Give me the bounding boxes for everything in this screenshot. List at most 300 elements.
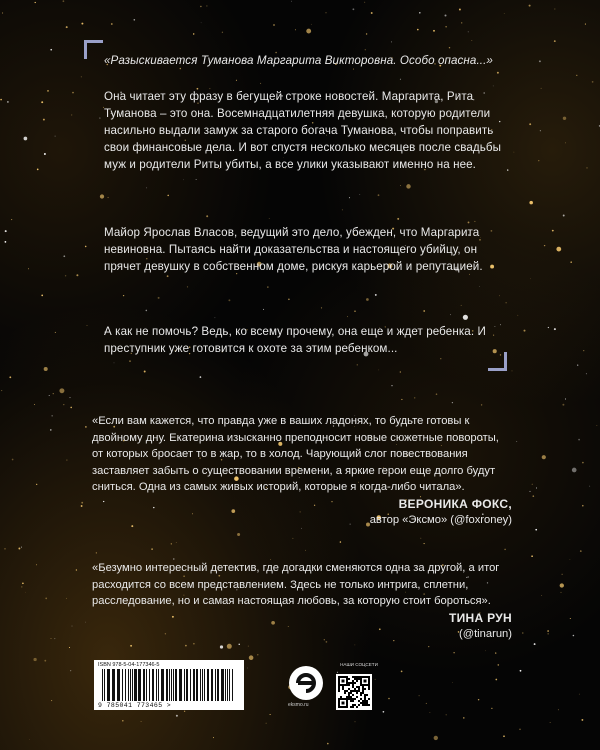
review-1 xyxy=(92,413,512,529)
star xyxy=(544,245,545,246)
qr-module xyxy=(344,690,346,692)
qr-module xyxy=(354,704,356,706)
qr-module xyxy=(342,702,345,705)
barcode-bar xyxy=(204,669,205,701)
qr-module xyxy=(352,684,354,686)
star xyxy=(581,719,583,721)
qr-module xyxy=(350,696,352,698)
star xyxy=(538,160,539,161)
star xyxy=(463,717,465,719)
barcode-bar xyxy=(138,669,141,701)
star xyxy=(354,311,355,312)
star xyxy=(18,548,20,550)
qr-module xyxy=(350,700,352,702)
qr-module xyxy=(358,704,360,706)
star xyxy=(45,598,47,600)
star xyxy=(47,90,49,92)
star xyxy=(531,555,533,557)
star xyxy=(400,79,401,80)
star xyxy=(445,26,446,27)
star xyxy=(81,502,83,504)
star xyxy=(55,332,56,333)
star xyxy=(50,429,52,431)
qr-module xyxy=(348,696,350,698)
star xyxy=(51,638,52,639)
star xyxy=(378,370,379,371)
barcode-bars xyxy=(102,669,236,701)
star xyxy=(589,486,590,487)
star xyxy=(25,592,26,593)
barcode-bar xyxy=(200,669,201,701)
star xyxy=(419,695,420,696)
barcode-bar xyxy=(217,669,219,701)
star xyxy=(481,404,482,405)
barcode-bar xyxy=(152,669,154,701)
qr-module xyxy=(354,688,356,690)
star xyxy=(436,393,438,395)
qr-code xyxy=(336,674,372,710)
blurb-paragraph-1-text: Она читает эту фразу в бегущей строке новостей. Маргарита, Рита Туманова – это она. Восемнадцатилетняя девушка, которую родители насильно выдали замуж за старого богача Туманова, чтобы поправить свои финансовые дела. И вот спустя несколько месяцев после свадьбы муж и родители Риты убиты, а все улики указывают именно на нее. xyxy=(104,90,502,171)
qr-module xyxy=(356,692,358,694)
star xyxy=(352,8,354,10)
star xyxy=(72,626,73,627)
barcode-bar xyxy=(161,669,164,701)
star xyxy=(495,679,497,681)
barcode-bar xyxy=(166,669,168,701)
star xyxy=(580,550,582,552)
star xyxy=(227,644,232,649)
qr-module xyxy=(356,678,358,680)
star xyxy=(247,668,248,669)
review-1-text: «Если вам кажется, что правда уже в ваших ладонях, то будьте готовы к двойному дну. Екатерина изысканно преподносит новые сюжетные повороты, от которых бросает то в жар, то в холод. Чарующий слог повествования заставляет забыть о существовании времени, а яркие герои еще долго будут сниться. Одна из самых живых историй, которые я когда-либо читала». xyxy=(92,415,499,493)
star xyxy=(400,371,401,372)
star xyxy=(44,367,48,371)
star xyxy=(563,215,565,217)
star xyxy=(485,650,486,651)
qr-module xyxy=(338,686,340,688)
star xyxy=(503,735,505,737)
barcode-bar xyxy=(112,669,115,701)
star xyxy=(176,715,178,717)
star xyxy=(158,297,160,299)
qr-module xyxy=(364,698,366,700)
star xyxy=(146,310,148,312)
star xyxy=(263,309,264,310)
star xyxy=(5,241,7,243)
star xyxy=(463,315,468,320)
star xyxy=(66,26,68,28)
star xyxy=(65,275,66,276)
star xyxy=(587,167,588,168)
qr-module xyxy=(364,700,366,702)
barcode-bar xyxy=(158,669,159,701)
barcode-bar xyxy=(227,669,228,701)
qr-module xyxy=(352,682,354,684)
star xyxy=(200,376,202,378)
star xyxy=(81,23,83,25)
qr-module xyxy=(362,704,364,706)
star xyxy=(426,703,427,704)
star xyxy=(63,255,65,257)
star xyxy=(21,547,22,548)
qr-module xyxy=(356,680,358,682)
star xyxy=(291,1,292,2)
star xyxy=(471,40,472,41)
barcode-bar xyxy=(193,669,195,701)
star xyxy=(1,390,2,391)
barcode-number: 9 785041 773465 > xyxy=(98,702,172,709)
star xyxy=(520,670,522,672)
qr-module xyxy=(352,698,354,700)
star xyxy=(29,739,30,740)
star xyxy=(434,736,438,740)
star xyxy=(63,404,64,405)
qr-module xyxy=(350,690,352,692)
star xyxy=(570,261,572,263)
star xyxy=(288,298,290,300)
star xyxy=(34,404,35,405)
star xyxy=(507,169,508,170)
qr-module xyxy=(352,706,354,708)
qr-module xyxy=(352,700,354,702)
star xyxy=(196,179,197,180)
star xyxy=(446,714,447,715)
star xyxy=(375,679,376,680)
star xyxy=(534,643,536,645)
star xyxy=(452,682,453,683)
qr-module xyxy=(362,690,364,692)
blurb-paragraph-3-text: А как не помочь? Ведь, ко всему прочему, она еще и ждет ребенка. И преступник уже готовится к охоте за этим ребенком... xyxy=(104,325,486,355)
star xyxy=(597,425,598,426)
star xyxy=(305,550,306,551)
star xyxy=(541,88,542,89)
qr-module xyxy=(360,694,362,696)
star xyxy=(530,491,531,492)
star xyxy=(558,709,559,710)
review-1-author-note: автор «Эксмо» (@foxroney) xyxy=(369,514,512,526)
star xyxy=(9,376,11,378)
barcode-bar xyxy=(229,669,230,701)
star xyxy=(512,371,513,372)
star xyxy=(70,670,71,671)
star xyxy=(565,143,566,144)
barcode-bar xyxy=(134,669,137,701)
star xyxy=(459,9,461,11)
qr-module xyxy=(366,704,368,706)
star xyxy=(43,119,45,121)
star xyxy=(44,153,46,155)
qr-module xyxy=(358,678,360,680)
qr-module xyxy=(358,690,360,692)
star xyxy=(267,287,268,288)
star xyxy=(582,505,584,507)
barcode-bar xyxy=(211,669,213,701)
star xyxy=(81,77,82,78)
star xyxy=(556,247,561,252)
star xyxy=(151,548,153,550)
star xyxy=(85,246,87,248)
qr-module xyxy=(368,704,370,706)
star xyxy=(552,230,554,232)
qr-module xyxy=(344,692,346,694)
star xyxy=(573,635,575,637)
star xyxy=(22,582,24,584)
star xyxy=(248,646,249,647)
qr-module xyxy=(362,688,364,690)
review-2-author-note: (@tinarun) xyxy=(458,628,512,640)
qr-module xyxy=(360,698,362,700)
star xyxy=(41,101,43,103)
star xyxy=(206,215,208,217)
qr-module xyxy=(354,676,356,678)
qr-module xyxy=(358,700,360,702)
qr-module xyxy=(362,686,364,688)
star xyxy=(5,230,7,232)
qr-module xyxy=(356,686,358,688)
qr-module xyxy=(342,686,344,688)
star xyxy=(130,645,132,647)
star xyxy=(260,83,261,84)
star xyxy=(146,188,147,189)
star xyxy=(406,184,410,188)
star xyxy=(99,118,100,119)
barcode-bar xyxy=(149,669,150,701)
star xyxy=(391,41,392,42)
star xyxy=(257,654,258,655)
star xyxy=(107,197,108,198)
star xyxy=(37,169,39,171)
star xyxy=(554,40,556,42)
star xyxy=(529,123,531,125)
barcode-bar xyxy=(143,669,145,701)
star xyxy=(327,743,329,745)
qr-module xyxy=(352,680,354,682)
star xyxy=(504,13,505,14)
star xyxy=(266,723,267,724)
star xyxy=(236,80,237,81)
qr-module xyxy=(338,690,340,692)
star xyxy=(357,364,358,365)
star xyxy=(583,350,584,351)
star xyxy=(50,49,52,51)
star xyxy=(55,136,56,137)
qr-module xyxy=(364,702,366,704)
qr-module xyxy=(364,680,367,683)
star xyxy=(378,194,380,196)
star xyxy=(474,221,475,222)
star xyxy=(414,397,415,398)
star xyxy=(122,720,124,722)
blurb-paragraph-2-text: Майор Ярослав Власов, ведущий это дело, убежден, что Маргарита невиновна. Пытаясь найти доказательства и настоящего убийцу, он прячет девушку в собственном доме, рискуя карьерой и репутацией. xyxy=(104,226,483,273)
star xyxy=(536,488,537,489)
publisher-url: eksmo.ru xyxy=(288,702,309,708)
barcode-bar xyxy=(117,669,120,701)
review-2 xyxy=(92,560,512,643)
star xyxy=(36,484,37,485)
star xyxy=(562,574,563,575)
star xyxy=(424,543,425,544)
star xyxy=(144,371,146,373)
qr-module xyxy=(342,680,345,683)
barcode-bar xyxy=(179,669,182,701)
qr-module xyxy=(368,686,370,688)
star xyxy=(123,295,124,296)
star xyxy=(540,130,541,131)
star xyxy=(41,295,43,297)
star xyxy=(59,388,64,393)
star xyxy=(576,75,577,76)
social-label: НАШИ СОЦСЕТИ xyxy=(340,662,378,667)
star xyxy=(547,630,549,632)
star xyxy=(111,23,113,25)
qr-module xyxy=(348,684,350,686)
star xyxy=(495,652,496,653)
star xyxy=(44,660,46,662)
star xyxy=(270,714,271,715)
qr-module xyxy=(348,682,350,684)
star xyxy=(430,712,431,713)
barcode-bar xyxy=(175,669,177,701)
star xyxy=(222,32,223,33)
star xyxy=(364,2,365,3)
barcode-bar xyxy=(215,669,216,701)
star xyxy=(12,459,14,461)
star xyxy=(141,721,142,722)
qr-module xyxy=(348,694,350,696)
barcode-bar xyxy=(128,669,129,701)
star xyxy=(365,49,366,50)
review-2-author xyxy=(92,610,512,643)
star xyxy=(499,295,500,296)
star xyxy=(129,360,131,362)
qr-module xyxy=(356,696,358,698)
qr-module xyxy=(352,690,354,692)
star xyxy=(493,86,494,87)
star xyxy=(273,24,275,26)
star xyxy=(391,385,392,386)
qr-module xyxy=(350,706,352,708)
qr-module xyxy=(348,678,350,680)
star xyxy=(66,598,67,599)
star xyxy=(582,462,584,464)
star xyxy=(401,399,402,400)
tagline-text: «Разыскивается Туманова Маргарита Викторовна. Особо опасна...» xyxy=(104,54,493,67)
qr-module xyxy=(356,706,358,708)
star xyxy=(400,185,401,186)
star xyxy=(478,699,479,700)
star xyxy=(555,9,556,10)
barcode-bar xyxy=(190,669,191,701)
star xyxy=(578,439,580,441)
star xyxy=(237,533,240,536)
barcode-bar xyxy=(184,669,185,701)
star xyxy=(445,15,447,17)
barcode-bar xyxy=(107,669,110,701)
star xyxy=(560,592,561,593)
qr-module xyxy=(342,688,344,690)
qr-module xyxy=(352,676,354,678)
star xyxy=(193,33,194,34)
star xyxy=(96,552,97,553)
barcode xyxy=(94,660,244,710)
star xyxy=(449,47,450,48)
star xyxy=(220,645,223,648)
qr-module xyxy=(368,688,370,690)
qr-module xyxy=(352,686,354,688)
star xyxy=(24,137,28,141)
barcode-bar xyxy=(221,669,224,701)
star xyxy=(529,201,533,205)
star xyxy=(51,700,52,701)
star xyxy=(355,645,356,646)
star xyxy=(269,218,270,219)
star xyxy=(532,484,533,485)
star xyxy=(28,268,29,269)
qr-module xyxy=(346,696,348,698)
qr-module xyxy=(364,688,366,690)
star xyxy=(419,12,421,14)
star xyxy=(2,13,3,14)
star xyxy=(183,179,184,180)
barcode-bar xyxy=(171,669,172,701)
star xyxy=(134,19,136,21)
star xyxy=(71,114,72,115)
review-2-text: «Безумно интересный детектив, где догадки сменяются одна за другой, а итог расходится со всем представлением. Здесь не только интрига, сплетни, расследование, но и самая настоящая любовь, за которую стоит бороться». xyxy=(92,562,500,607)
star xyxy=(63,0,65,2)
star xyxy=(193,643,195,645)
star xyxy=(359,194,360,195)
review-1-author-name: ВЕРОНИКА ФОКС, xyxy=(398,496,512,511)
star xyxy=(366,33,367,34)
star xyxy=(215,317,216,318)
star xyxy=(542,455,546,459)
star xyxy=(570,618,571,619)
star xyxy=(167,195,169,197)
star xyxy=(554,328,556,330)
star xyxy=(539,60,541,62)
star xyxy=(563,117,566,120)
qr-module xyxy=(362,702,364,704)
barcode-bar xyxy=(207,669,209,701)
star xyxy=(519,728,521,730)
star xyxy=(388,698,390,700)
star xyxy=(349,197,350,198)
barcode-bar xyxy=(173,669,174,701)
star xyxy=(497,72,499,74)
qr-module xyxy=(358,686,360,688)
qr-module xyxy=(366,702,368,704)
barcode-bar xyxy=(132,669,133,701)
qr-module xyxy=(346,690,348,692)
star xyxy=(450,314,451,315)
star xyxy=(0,99,2,101)
barcode-bar xyxy=(102,669,103,701)
star xyxy=(491,708,492,709)
star xyxy=(33,658,36,661)
qr-module xyxy=(356,690,358,692)
star xyxy=(81,505,83,507)
star xyxy=(176,542,177,543)
qr-module xyxy=(358,688,360,690)
barcode-bar xyxy=(146,669,147,701)
star xyxy=(586,373,587,374)
star xyxy=(311,24,312,25)
blurb-paragraph-1 xyxy=(104,88,504,173)
star xyxy=(514,152,515,153)
barcode-bar xyxy=(125,669,126,701)
star xyxy=(72,92,74,94)
qr-module xyxy=(348,688,350,690)
